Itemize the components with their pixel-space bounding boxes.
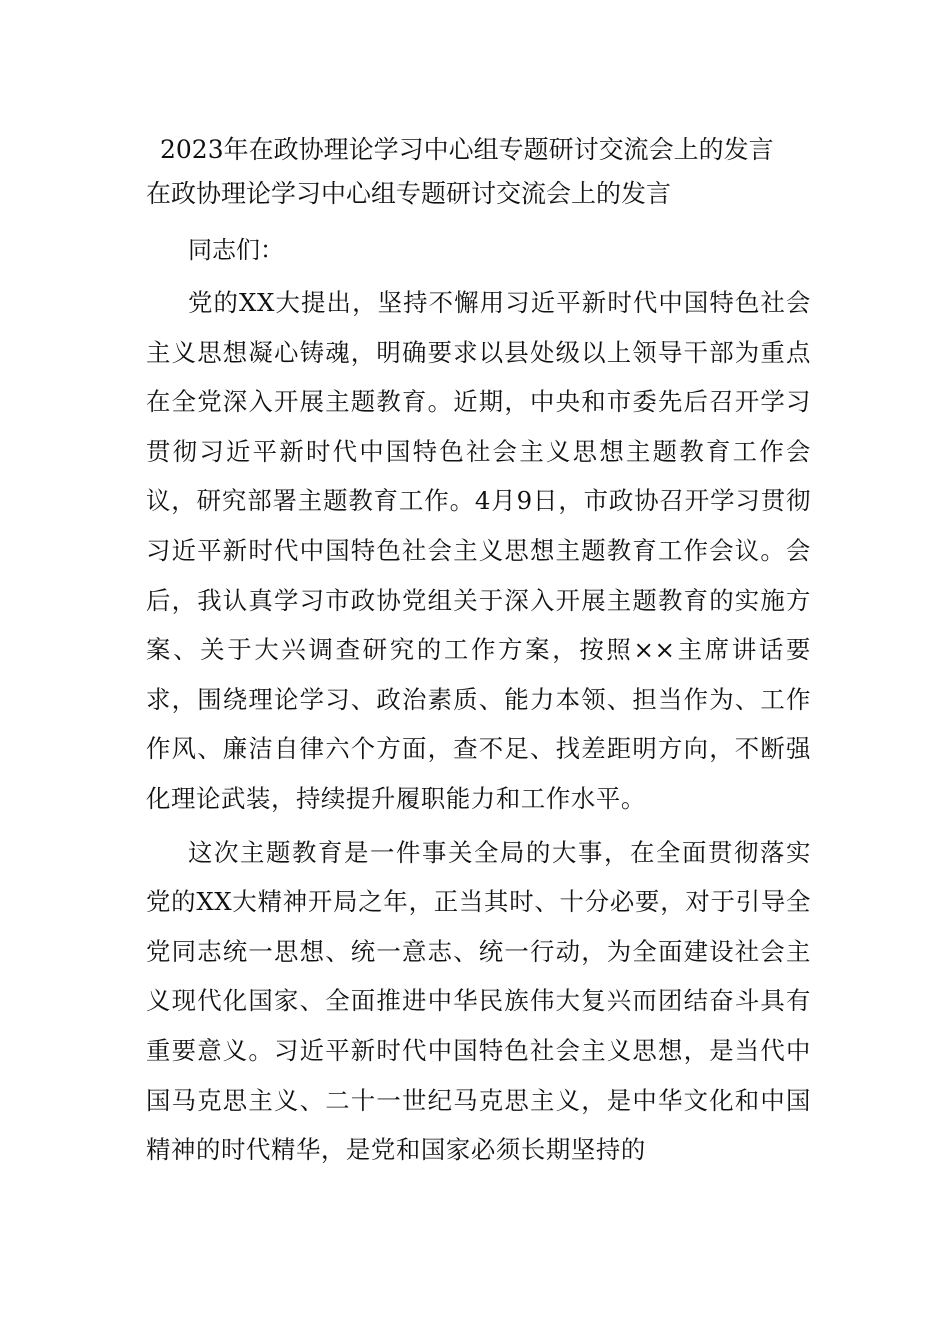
- paragraph-2: 这次主题教育是一件事关全局的大事，在全面贯彻落实党的XX大精神开局之年，正当其时、十分必要，对于引导全党同志统一思想、统一意志、统一行动，为全面建设社会主义现代化国家、全面推进中华民族伟大复兴而团结奋斗具有重要意义。习近平新时代中国特色社会主义思想，是当代中国马克思主义、二十一世纪马克思主义，是中华文化和中国精神的时代精华，是党和国家必须长期坚持的: [146, 837, 811, 1165]
- paragraph-1: 党的XX大提出，坚持不懈用习近平新时代中国特色社会主义思想凝心铸魂，明确要求以县处级以上领导干部为重点在全党深入开展主题教育。近期，中央和市委先后召开学习贯彻习近平新时代中国特色社会主义思想主题教育工作会议，研究部署主题教育工作。4月9日，市政协召开学习贯彻习近平新时代中国特色社会主义思想主题教育工作会议。会后，我认真学习市政协党组关于深入开展主题教育的实施方案、关于大兴调查研究的工作方案，按照××主席讲话要求，围绕理论学习、政治素质、能力本领、担当作为、工作作风、廉洁自律六个方面，查不足、找差距明方向，不断强化理论武装，持续提升履职能力和工作水平。: [146, 288, 811, 813]
- salutation: 同志们：: [188, 236, 284, 264]
- document-body: [146, 128, 811, 1175]
- document-title: 2023年在政协理论学习中心组专题研讨交流会上的发言: [160, 135, 774, 164]
- document-subtitle: 在政协理论学习中心组专题研讨交流会上的发言: [146, 179, 672, 208]
